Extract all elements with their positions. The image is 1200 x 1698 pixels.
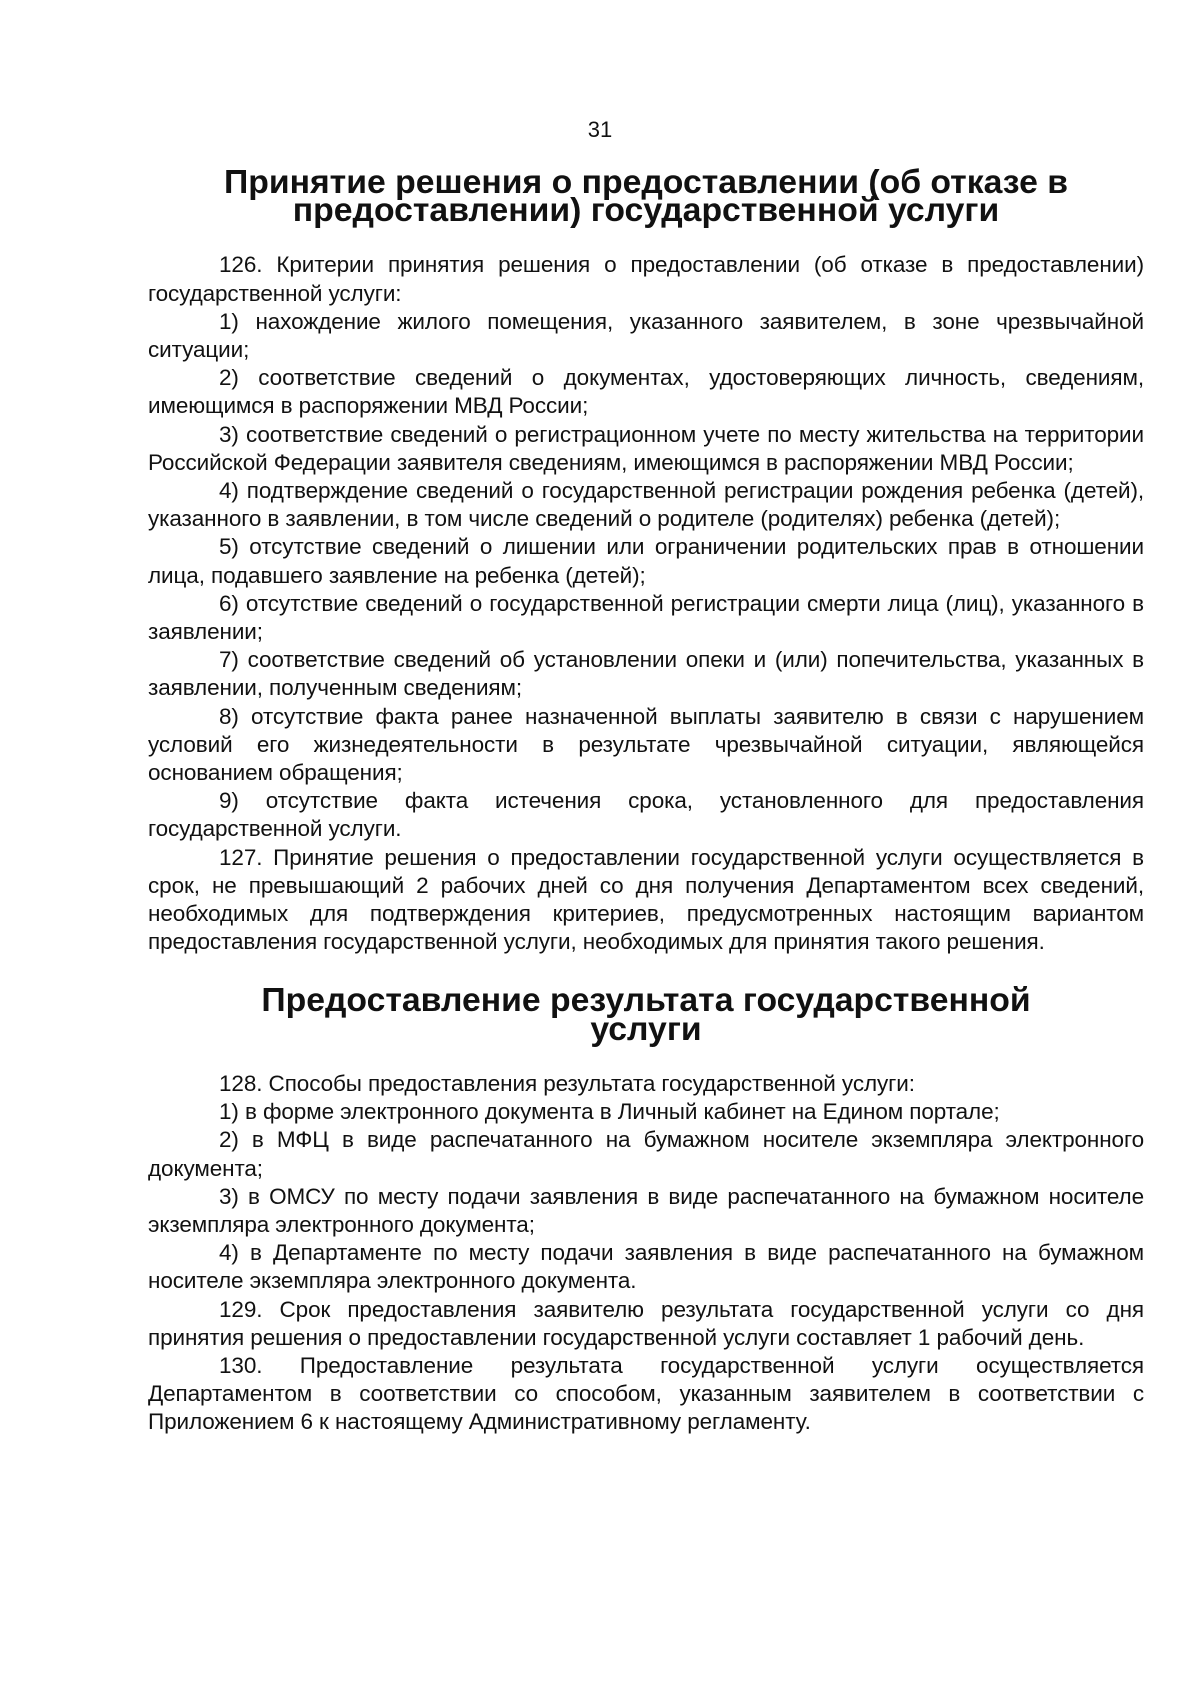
paragraph-130: 130. Предоставление результата государственной услуги осуществляется Департаментом в соответствии со способом, указанным заявителем в соответствии с Приложением 6 к настоящему Административному регламенту. <box>148 1352 1144 1435</box>
criterion-4: 4) подтверждение сведений о государственной регистрации рождения ребенка (детей), указанного в заявлении, в том числе сведений о родителе (родителях) ребенка (детей); <box>148 478 1144 532</box>
document-body <box>148 163 1144 1437</box>
criterion-3: 3) соответствие сведений о регистрационном учете по месту жительства на территории Российской Федерации заявителя сведениям, имеющимся в распоряжении МВД России; <box>148 421 1144 475</box>
criterion-2: 2) соответствие сведений о документах, удостоверяющих личность, сведениям, имеющимся в распоряжении МВД России; <box>148 365 1144 419</box>
method-3: 3) в ОМСУ по месту подачи заявления в виде распечатанного на бумажном носителе экземпляра электронного документа; <box>148 1183 1144 1237</box>
paragraph-127: 127. Принятие решения о предоставлении государственной услуги осуществляется в срок, не превышающий 2 рабочих дней со дня получения Департаментом всех сведений, необходимых для подтверждения критериев, предусмотренных настоящим вариантом предоставления государственной услуги, необходимых для принятия такого решения. <box>148 844 1144 955</box>
method-4: 4) в Департаменте по месту подачи заявления в виде распечатанного на бумажном носителе экземпляра электронного документа. <box>148 1240 1144 1294</box>
criterion-6: 6) отсутствие сведений о государственной регистрации смерти лица (лиц), указанного в заявлении; <box>148 590 1144 645</box>
method-1: 1) в форме электронного документа в Личный кабинет на Едином портале; <box>219 1099 1000 1125</box>
section-heading-result: Предоставление результата государственной услуги <box>261 981 1031 1048</box>
criterion-5: 5) отсутствие сведений о лишении или ограничении родительских прав в отношении лица, подавшего заявление на ребенка (детей); <box>148 534 1144 588</box>
method-2: 2) в МФЦ в виде распечатанного на бумажном носителе экземпляра электронного документа; <box>148 1127 1144 1181</box>
page-number: 31 <box>587 117 613 142</box>
criterion-9: 9) отсутствие факта истечения срока, установленного для предоставления государственной услуги. <box>148 788 1144 842</box>
section-heading-decision: Принятие решения о предоставлении (об отказе в предоставлении) государственной услуги <box>223 163 1069 230</box>
criterion-7: 7) соответствие сведений об установлении опеки и (или) попечительства, указанных в заявлении, полученным сведениям; <box>148 647 1144 701</box>
paragraph-129: 129. Срок предоставления заявителю результата государственной услуги со дня принятия решения о предоставлении государственной услуги составляет 1 рабочий день. <box>148 1296 1144 1350</box>
criterion-1: 1) нахождение жилого помещения, указанного заявителем, в зоне чрезвычайной ситуации; <box>148 308 1144 363</box>
paragraph-126: 126. Критерии принятия решения о предоставлении (об отказе в предоставлении) государственной услуги: <box>148 252 1144 306</box>
criterion-8: 8) отсутствие факта ранее назначенной выплаты заявителю в связи с нарушением условий его жизнедеятельности в результате чрезвычайной ситуации, являющейся основанием обращения; <box>148 703 1144 786</box>
paragraph-128: 128. Способы предоставления результата государственной услуги: <box>219 1070 915 1096</box>
